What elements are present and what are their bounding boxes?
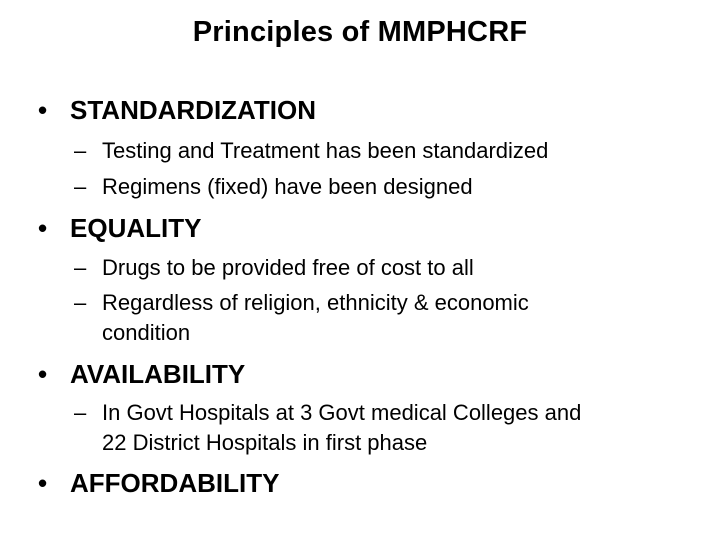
bullet-icon: • [38, 213, 48, 243]
bullet-availability [38, 358, 245, 390]
slide-title: Principles of MMPHCRF [192, 16, 528, 48]
sub-item-text: Testing and Treatment has been standardized [102, 138, 549, 163]
sub-item [74, 398, 581, 458]
dash-icon: – [74, 290, 87, 315]
bullet-icon: • [38, 95, 48, 125]
dash-icon: – [74, 255, 87, 280]
bullet-icon: • [38, 359, 48, 389]
dash-icon: – [74, 174, 87, 199]
bullet-heading: AFFORDABILITY [70, 468, 280, 498]
sub-item-text: Regardless of religion, ethnicity & economic [102, 290, 529, 315]
bullet-heading: STANDARDIZATION [70, 95, 317, 125]
sub-item-text: Regimens (fixed) have been designed [102, 174, 473, 199]
dash-icon: – [74, 400, 87, 425]
bullet-equality [38, 212, 201, 244]
sub-item [74, 288, 529, 348]
sub-item [74, 253, 474, 283]
sub-item [74, 172, 473, 202]
bullet-heading: EQUALITY [70, 213, 202, 243]
sub-item-text: In Govt Hospitals at 3 Govt medical Colleges and [102, 400, 582, 425]
sub-item-text: Drugs to be provided free of cost to all [102, 255, 474, 280]
bullet-icon: • [38, 468, 48, 498]
bullet-heading: AVAILABILITY [70, 359, 246, 389]
bullet-affordability [38, 467, 279, 499]
dash-icon: – [74, 138, 87, 163]
bullet-standardization [38, 94, 316, 126]
sub-item-continuation: condition [102, 320, 191, 345]
sub-item-continuation: 22 District Hospitals in first phase [102, 430, 428, 455]
sub-item [74, 136, 548, 166]
